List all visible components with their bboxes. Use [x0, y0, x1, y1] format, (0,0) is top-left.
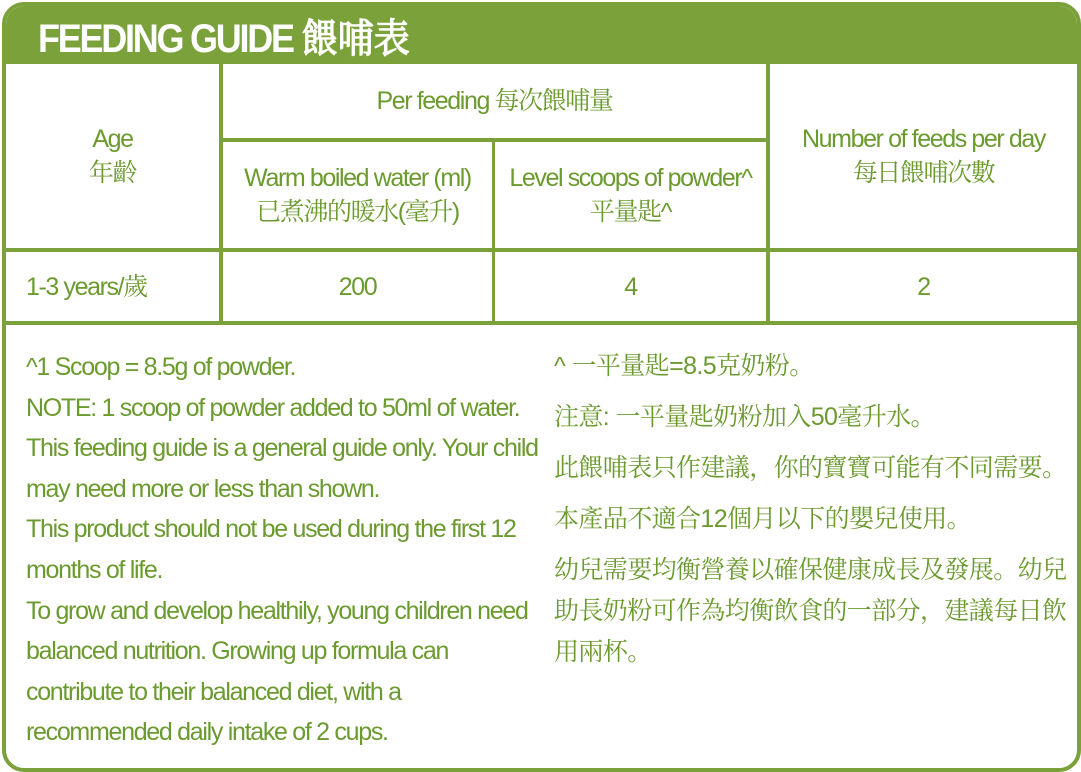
water-header-en: Warm boiled water (ml)	[244, 164, 471, 192]
note-zh-age-warning: 本產品不適合12個月以下的嬰兒使用。	[554, 505, 972, 533]
feeding-guide-card	[2, 2, 1081, 772]
note-line: recommended daily intake of 2 cups.	[26, 718, 388, 747]
note-zh-guide: 此餵哺表只作建議，你的寶寶可能有不同需要。	[554, 454, 1067, 482]
table-cell-water: 200	[338, 272, 377, 301]
note-zh-scoop: ^ 一平量匙=8.5克奶粉。	[554, 352, 814, 380]
note-line: may need more or less than shown.	[26, 474, 380, 503]
note-line: contribute to their balanced diet, with a	[26, 677, 401, 706]
scoops-header-en: Level scoops of powder^	[509, 164, 752, 192]
water-header-zh: 已煮沸的暖水(毫升)	[256, 198, 459, 226]
scoops-header-zh: 平量匙^	[589, 198, 672, 226]
table-cell-age: 1-3 years/歲	[26, 272, 147, 301]
note-zh-nutrition: 用兩杯。	[554, 638, 652, 666]
note-zh-nutrition: 助長奶粉可作為均衡飲食的一部分，建議每日飲	[554, 597, 1067, 625]
notes-english	[26, 347, 538, 753]
note-line: months of life.	[26, 555, 163, 584]
feeds-header-en: Number of feeds per day	[802, 125, 1045, 153]
age-header	[6, 64, 219, 248]
note-zh-note: 注意: 一平量匙奶粉加入50毫升水。	[554, 403, 935, 431]
scoops-header	[495, 142, 766, 248]
note-line: balanced nutrition. Growing up formula can	[26, 637, 449, 666]
per-feeding-header: Per feeding 每次餵哺量	[376, 87, 613, 115]
water-header	[223, 142, 492, 248]
header-bar	[6, 6, 1077, 64]
feeds-header-zh: 每日餵哺次數	[852, 159, 995, 187]
page-title	[38, 7, 410, 64]
note-line: ^1 Scoop = 8.5g of powder.	[26, 353, 296, 381]
age-header-en: Age	[92, 125, 133, 153]
note-line: This product should not be used during the first 12	[26, 515, 516, 544]
feeds-header	[770, 64, 1077, 248]
title-english: FEEDING GUIDE	[38, 16, 293, 61]
note-line: To grow and develop healthily, young children need	[26, 596, 528, 625]
table-cell-feeds: 2	[917, 272, 930, 301]
note-zh-nutrition: 幼兒需要均衡營養以確保健康成長及發展。幼兒	[554, 556, 1067, 584]
table-cell-scoops: 4	[624, 272, 637, 301]
title-chinese: 餵哺表	[301, 16, 410, 61]
age-header-zh: 年齡	[88, 159, 137, 187]
note-line: NOTE: 1 scoop of powder added to 50ml of water.	[26, 393, 520, 422]
note-line: This feeding guide is a general guide only. Your child	[26, 434, 538, 463]
table-divider-bottom	[6, 321, 1077, 325]
notes-chinese	[554, 346, 1066, 673]
